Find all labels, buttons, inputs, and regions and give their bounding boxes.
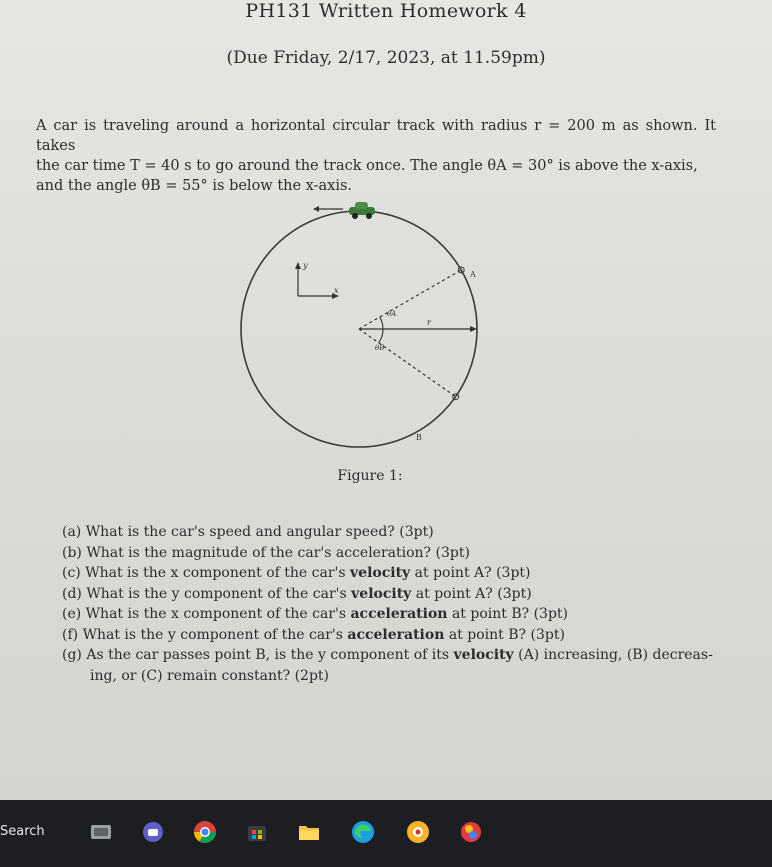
file-explorer-icon[interactable] — [296, 819, 322, 845]
problem-line-2: the car time T = 40 s to go around the track once. The angle θA = 30° is above the x-axis, — [36, 158, 698, 174]
axis-y-label: y — [303, 261, 308, 270]
question-a: (a) What is the car's speed and angular speed? (3pt) — [62, 524, 434, 540]
search-button[interactable]: Search — [0, 824, 45, 839]
angle-arc-a — [380, 317, 383, 329]
axis-x-label: x — [334, 286, 339, 295]
angle-arc-b — [379, 329, 383, 343]
question-b: (b) What is the magnitude of the car's acceleration? (3pt) — [62, 544, 470, 561]
question-e: (e) What is the x component of the car's acceleration at point B? (3pt) — [62, 606, 568, 622]
taskbar — [0, 800, 772, 867]
figure-caption: Figure 1: — [337, 468, 403, 484]
edge-icon[interactable] — [350, 819, 376, 845]
question-c: (c) What is the x component of the car's velocity at point A? (3pt) — [62, 565, 531, 581]
theta-b-label: θB — [375, 344, 385, 352]
chrome-icon[interactable] — [192, 819, 218, 845]
app-icon[interactable] — [458, 819, 484, 845]
theta-a-label: θA — [387, 310, 397, 318]
problem-line-3: and the angle θB = 55° is below the x-axis. — [36, 178, 353, 194]
task-view-icon[interactable] — [88, 819, 114, 845]
chat-icon[interactable] — [140, 819, 166, 845]
point-a-label: A — [470, 270, 476, 279]
mail-icon[interactable] — [405, 819, 431, 845]
point-b-label: B — [416, 433, 422, 442]
store-icon[interactable] — [244, 819, 270, 845]
question-f: (f) What is the y component of the car's acceleration at point B? (3pt) — [62, 626, 565, 643]
dashed-line-b — [359, 329, 456, 397]
dashed-line-a — [359, 270, 461, 329]
question-list — [62, 522, 713, 686]
car-icon — [349, 202, 375, 219]
problem-line-1: A car is traveling around a horizontal circular track with radius r = 200 m as shown. It takes — [36, 118, 716, 154]
coordinate-axes — [295, 262, 339, 299]
figure-1 — [225, 195, 505, 460]
page-title: PH131 Written Homework 4 — [245, 0, 527, 22]
question-g-continued: ing, or (C) remain constant? (2pt) — [90, 667, 330, 684]
due-date: (Due Friday, 2/17, 2023, at 11.59pm) — [226, 48, 546, 68]
radius-label: r — [427, 318, 431, 327]
question-g: (g) As the car passes point B, is the y component of its velocity (A) increasing, (B) decreas- — [62, 647, 713, 663]
problem-statement — [36, 116, 716, 196]
circular-track-diagram — [225, 195, 505, 460]
question-d: (d) What is the y component of the car's velocity at point A? (3pt) — [62, 585, 532, 602]
